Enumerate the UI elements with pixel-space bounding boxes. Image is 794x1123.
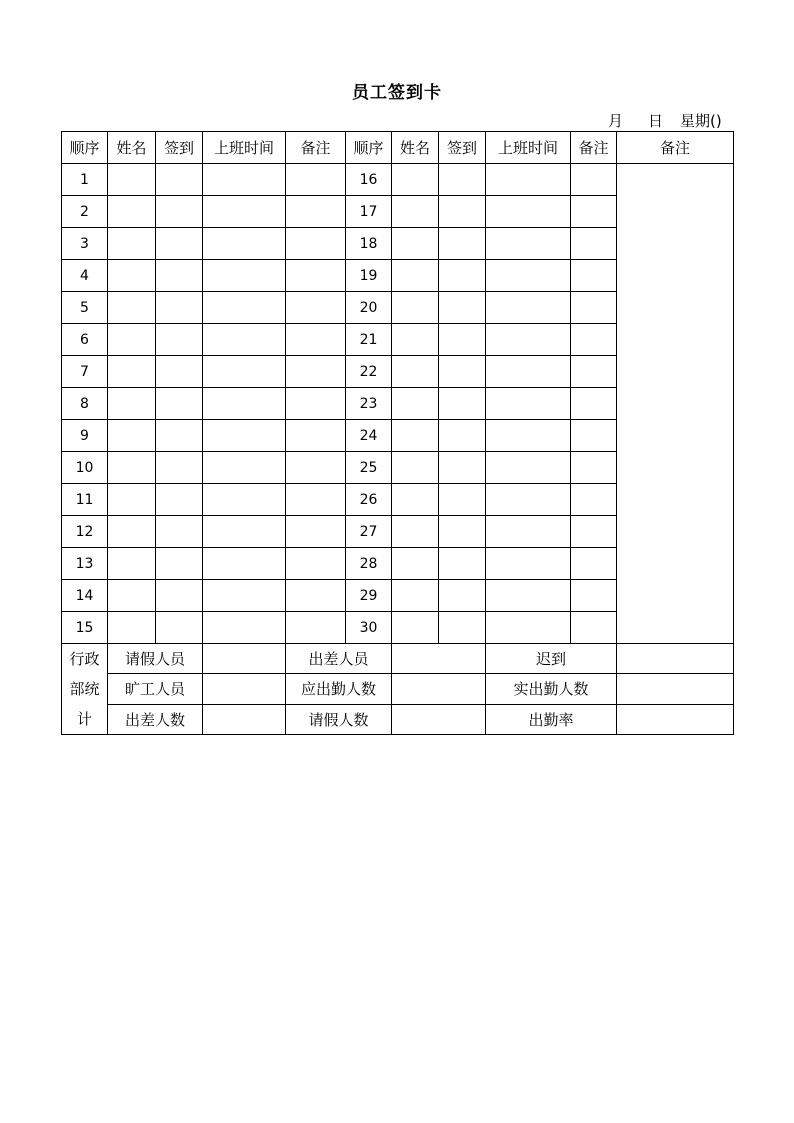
- seq-cell: 19: [346, 260, 392, 292]
- table-row: [62, 164, 734, 196]
- section-label-line: 行政: [69, 650, 100, 668]
- sign-cell: [439, 228, 486, 260]
- summary-label: 出勤率: [486, 704, 617, 734]
- name-cell: [392, 356, 439, 388]
- sign-in-table: [61, 131, 734, 735]
- sign-cell: [439, 260, 486, 292]
- header-sign: 签到: [439, 132, 486, 164]
- seq-cell: 10: [62, 452, 108, 484]
- date-month-label: 月: [608, 112, 624, 130]
- sign-cell: [439, 292, 486, 324]
- time-cell: [203, 324, 286, 356]
- name-cell: [392, 420, 439, 452]
- time-cell: [486, 228, 571, 260]
- remark-cell: [571, 516, 617, 548]
- remark-cell: [286, 548, 346, 580]
- sign-cell: [439, 452, 486, 484]
- seq-cell: 3: [62, 228, 108, 260]
- seq-cell: 20: [346, 292, 392, 324]
- remark-cell: [286, 324, 346, 356]
- name-cell: [392, 196, 439, 228]
- summary-value: [392, 674, 486, 704]
- name-cell: [392, 484, 439, 516]
- summary-value: [617, 644, 734, 674]
- time-cell: [203, 484, 286, 516]
- remark-cell: [286, 228, 346, 260]
- time-cell: [486, 164, 571, 196]
- remark-cell: [286, 516, 346, 548]
- sign-cell: [156, 164, 203, 196]
- name-cell: [392, 260, 439, 292]
- seq-cell: 18: [346, 228, 392, 260]
- admin-stats-label: [62, 644, 108, 735]
- time-cell: [203, 388, 286, 420]
- remark-merged-cell: [617, 164, 734, 644]
- time-cell: [203, 516, 286, 548]
- remark-cell: [571, 292, 617, 324]
- remark-cell: [286, 164, 346, 196]
- header-name: 姓名: [392, 132, 439, 164]
- sign-cell: [156, 228, 203, 260]
- header-remark: 备注: [571, 132, 617, 164]
- remark-cell: [286, 260, 346, 292]
- summary-value: [392, 704, 486, 734]
- time-cell: [203, 548, 286, 580]
- name-cell: [392, 164, 439, 196]
- sign-cell: [156, 356, 203, 388]
- name-cell: [392, 548, 439, 580]
- sign-cell: [156, 612, 203, 644]
- summary-value: [203, 644, 286, 674]
- seq-cell: 9: [62, 420, 108, 452]
- time-cell: [203, 164, 286, 196]
- name-cell: [108, 196, 156, 228]
- seq-cell: 29: [346, 580, 392, 612]
- time-cell: [486, 388, 571, 420]
- name-cell: [392, 612, 439, 644]
- sign-cell: [439, 164, 486, 196]
- sign-cell: [156, 292, 203, 324]
- time-cell: [486, 580, 571, 612]
- summary-label: 出差人员: [286, 644, 392, 674]
- remark-cell: [571, 164, 617, 196]
- sign-cell: [439, 196, 486, 228]
- time-cell: [486, 356, 571, 388]
- remark-cell: [571, 420, 617, 452]
- time-cell: [486, 516, 571, 548]
- remark-cell: [286, 292, 346, 324]
- seq-cell: 21: [346, 324, 392, 356]
- sign-cell: [439, 484, 486, 516]
- header-time: 上班时间: [486, 132, 571, 164]
- remark-cell: [571, 196, 617, 228]
- sign-cell: [439, 548, 486, 580]
- seq-cell: 12: [62, 516, 108, 548]
- summary-label: 旷工人员: [108, 674, 203, 704]
- name-cell: [392, 452, 439, 484]
- name-cell: [108, 452, 156, 484]
- seq-cell: 17: [346, 196, 392, 228]
- remark-cell: [286, 196, 346, 228]
- summary-value: [392, 644, 486, 674]
- sign-cell: [156, 260, 203, 292]
- header-time: 上班时间: [203, 132, 286, 164]
- time-cell: [203, 420, 286, 452]
- summary-value: [617, 674, 734, 704]
- time-cell: [203, 196, 286, 228]
- name-cell: [108, 580, 156, 612]
- name-cell: [108, 548, 156, 580]
- seq-cell: 30: [346, 612, 392, 644]
- seq-cell: 11: [62, 484, 108, 516]
- seq-cell: 8: [62, 388, 108, 420]
- sign-cell: [156, 516, 203, 548]
- summary-row: [62, 644, 734, 674]
- time-cell: [486, 196, 571, 228]
- sign-cell: [439, 420, 486, 452]
- name-cell: [108, 324, 156, 356]
- sign-cell: [156, 388, 203, 420]
- name-cell: [108, 164, 156, 196]
- seq-cell: 16: [346, 164, 392, 196]
- time-cell: [203, 260, 286, 292]
- summary-value: [617, 704, 734, 734]
- date-line: [596, 110, 730, 130]
- remark-cell: [571, 324, 617, 356]
- remark-cell: [286, 612, 346, 644]
- seq-cell: 6: [62, 324, 108, 356]
- seq-cell: 26: [346, 484, 392, 516]
- name-cell: [108, 516, 156, 548]
- sign-cell: [156, 580, 203, 612]
- remark-cell: [286, 484, 346, 516]
- page-title: 员工签到卡: [352, 83, 442, 103]
- section-label-line: 部统: [69, 680, 100, 698]
- time-cell: [203, 580, 286, 612]
- remark-cell: [571, 260, 617, 292]
- time-cell: [486, 292, 571, 324]
- remark-cell: [571, 452, 617, 484]
- remark-cell: [571, 356, 617, 388]
- time-cell: [203, 228, 286, 260]
- summary-row: [62, 704, 734, 734]
- summary-row: [62, 674, 734, 704]
- name-cell: [108, 292, 156, 324]
- remark-cell: [286, 452, 346, 484]
- seq-cell: 22: [346, 356, 392, 388]
- seq-cell: 27: [346, 516, 392, 548]
- time-cell: [486, 420, 571, 452]
- remark-cell: [571, 580, 617, 612]
- remark-cell: [571, 228, 617, 260]
- remark-cell: [286, 420, 346, 452]
- time-cell: [203, 356, 286, 388]
- time-cell: [486, 548, 571, 580]
- remark-cell: [571, 484, 617, 516]
- name-cell: [108, 356, 156, 388]
- name-cell: [392, 228, 439, 260]
- sign-cell: [439, 388, 486, 420]
- remark-cell: [286, 580, 346, 612]
- seq-cell: 5: [62, 292, 108, 324]
- header-remark: 备注: [286, 132, 346, 164]
- seq-cell: 7: [62, 356, 108, 388]
- name-cell: [392, 292, 439, 324]
- header-name: 姓名: [108, 132, 156, 164]
- remark-cell: [571, 548, 617, 580]
- remark-cell: [571, 612, 617, 644]
- sign-cell: [156, 420, 203, 452]
- section-label-line: 计: [76, 710, 92, 728]
- name-cell: [108, 612, 156, 644]
- summary-label: 实出勤人数: [486, 674, 617, 704]
- seq-cell: 28: [346, 548, 392, 580]
- date-day-label: 日: [648, 112, 664, 130]
- time-cell: [203, 452, 286, 484]
- summary-label: 迟到: [486, 644, 617, 674]
- name-cell: [108, 228, 156, 260]
- name-cell: [108, 420, 156, 452]
- time-cell: [486, 260, 571, 292]
- summary-label: 应出勤人数: [286, 674, 392, 704]
- summary-value: [203, 674, 286, 704]
- header-sign: 签到: [156, 132, 203, 164]
- header-remark-merged: 备注: [617, 132, 734, 164]
- summary-label: 请假人员: [108, 644, 203, 674]
- name-cell: [392, 516, 439, 548]
- sign-cell: [439, 612, 486, 644]
- sign-cell: [439, 580, 486, 612]
- time-cell: [486, 484, 571, 516]
- sign-cell: [156, 452, 203, 484]
- summary-value: [203, 704, 286, 734]
- name-cell: [108, 260, 156, 292]
- name-cell: [108, 484, 156, 516]
- seq-cell: 24: [346, 420, 392, 452]
- summary-label: 出差人数: [108, 704, 203, 734]
- remark-cell: [286, 356, 346, 388]
- seq-cell: 23: [346, 388, 392, 420]
- remark-cell: [571, 388, 617, 420]
- date-weekday-label: 星期(): [680, 112, 722, 130]
- seq-cell: 1: [62, 164, 108, 196]
- sign-cell: [156, 196, 203, 228]
- seq-cell: 14: [62, 580, 108, 612]
- summary-label: 请假人数: [286, 704, 392, 734]
- time-cell: [486, 452, 571, 484]
- remark-cell: [286, 388, 346, 420]
- seq-cell: 15: [62, 612, 108, 644]
- header-seq: 顺序: [346, 132, 392, 164]
- time-cell: [203, 612, 286, 644]
- sign-cell: [156, 324, 203, 356]
- name-cell: [108, 388, 156, 420]
- seq-cell: 25: [346, 452, 392, 484]
- name-cell: [392, 388, 439, 420]
- time-cell: [486, 612, 571, 644]
- seq-cell: 13: [62, 548, 108, 580]
- header-seq: 顺序: [62, 132, 108, 164]
- sign-cell: [156, 484, 203, 516]
- header-row: [62, 132, 734, 164]
- name-cell: [392, 324, 439, 356]
- seq-cell: 2: [62, 196, 108, 228]
- time-cell: [203, 292, 286, 324]
- seq-cell: 4: [62, 260, 108, 292]
- name-cell: [392, 580, 439, 612]
- time-cell: [486, 324, 571, 356]
- sign-cell: [439, 356, 486, 388]
- sign-cell: [439, 516, 486, 548]
- sign-cell: [156, 548, 203, 580]
- sign-cell: [439, 324, 486, 356]
